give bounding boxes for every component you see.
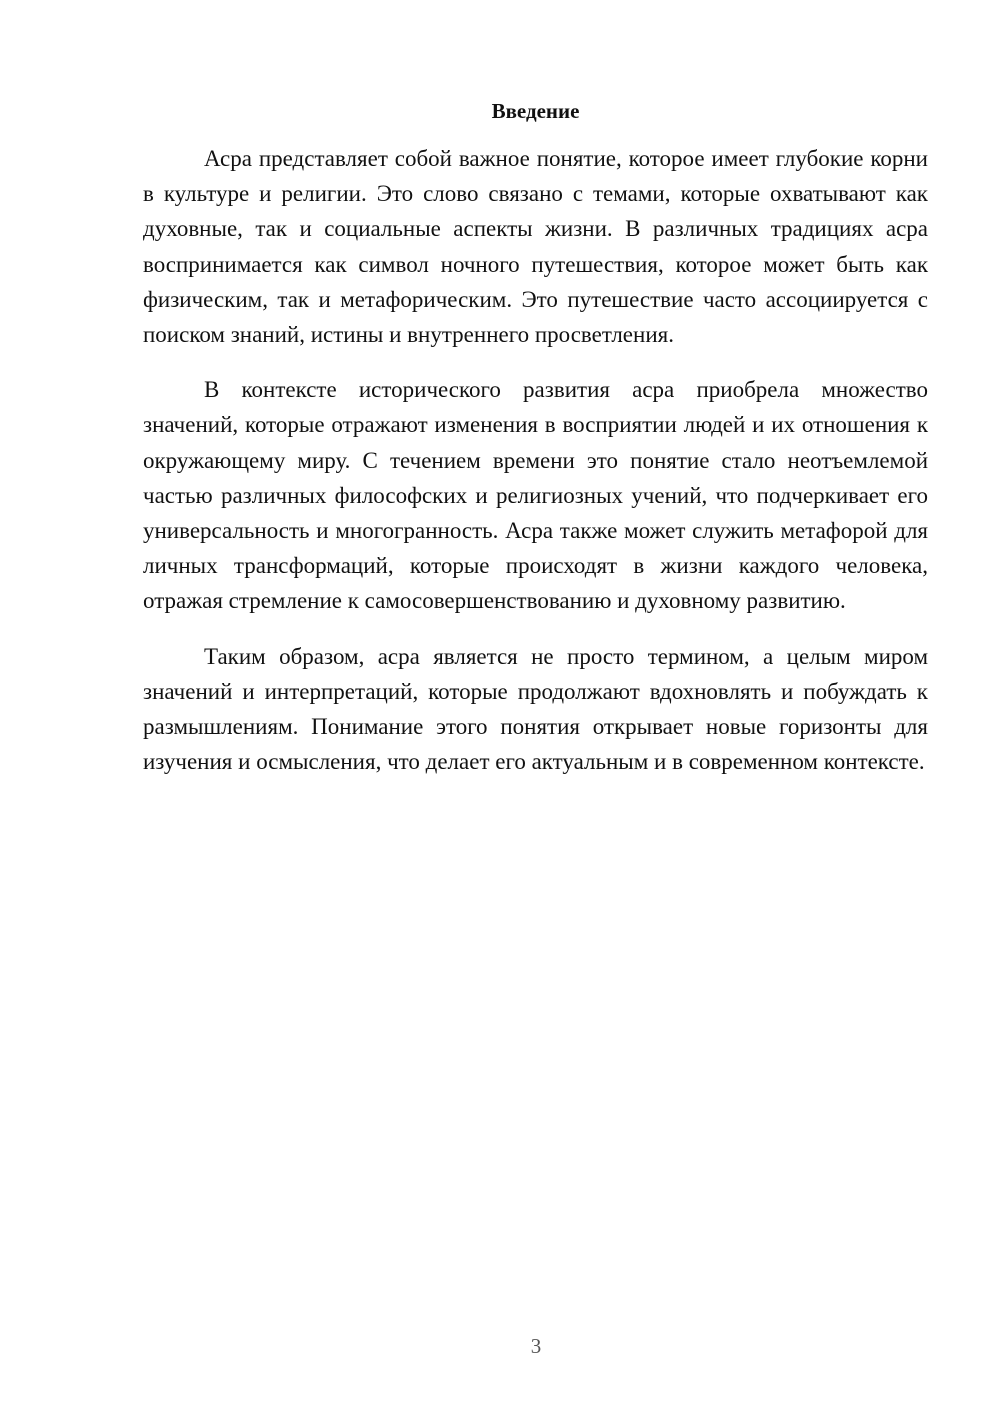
section-title: Введение xyxy=(491,99,580,123)
paragraph-2: В контексте исторического развития асра приобрела множество значений, которые отражают изменения в восприятии людей и их отношения к окружающему миру. С течением времени это понятие стало неотъемлемой частью различных философских и религиозных учений, что подчеркивает его универсальность и многогранность. Асра также может служить метафорой для личных трансформаций, которые происходят в жизни каждого человека, отражая стремление к самосовершенствованию и духовному развитию. xyxy=(143,377,928,614)
page-content xyxy=(143,94,928,799)
paragraph-1: Асра представляет собой важное понятие, которое имеет глубокие корни в культуре и религии. Это слово связано с темами, которые охватывают как духовные, так и социальные аспекты жизни. В различных традициях асра воспринимается как символ ночного путешествия, которое может быть как физическим, так и метафорическим. Это путешествие часто ассоциируется с поиском знаний, истины и внутреннего просветления. xyxy=(143,146,928,348)
page-number: 3 xyxy=(530,1334,542,1358)
paragraph-3: Таким образом, асра является не просто термином, а целым миром значений и интерпретаций, которые продолжают вдохновлять и побуждать к размышлениям. Понимание этого понятия открывает новые горизонты для изучения и осмысления, что делает его актуальным и в современном контексте. xyxy=(143,643,928,775)
